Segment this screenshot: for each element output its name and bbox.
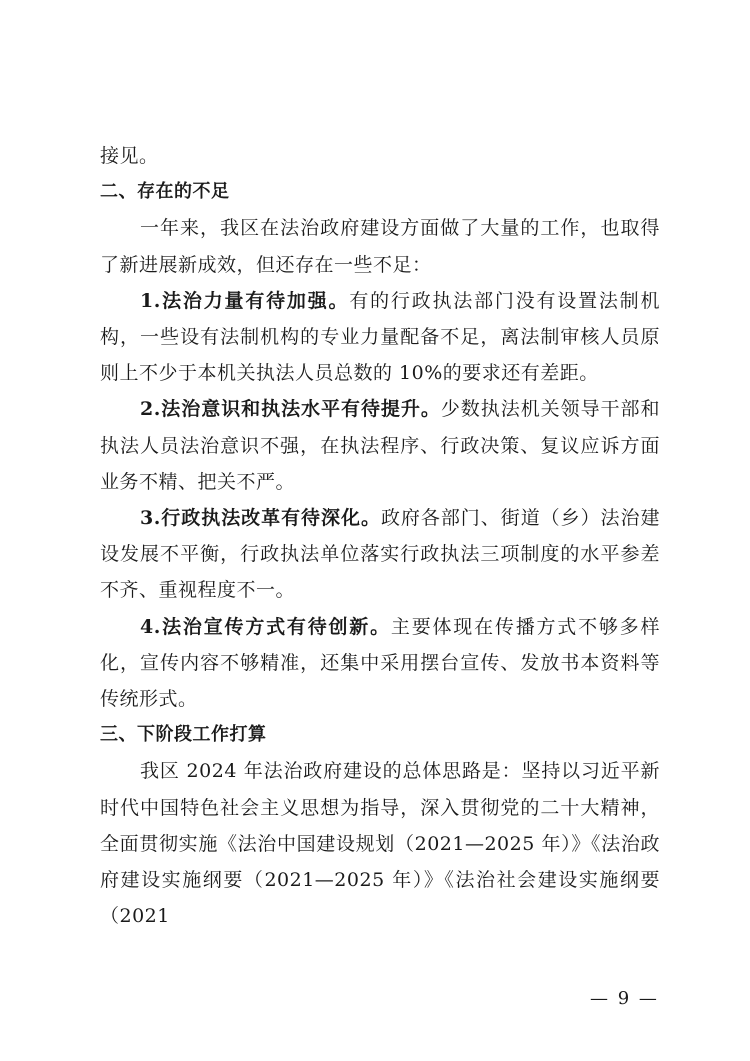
body-text [100,138,660,934]
list-item-3-text: 政府各部门、街道（乡）法治建设发展不平衡，行政执法单位落实行政执法三项制度的水平参差不齐、重视程度不一。 [100,507,660,602]
list-item-1 [100,283,660,392]
list-item-3-lead: 3.行政执法改革有待深化。 [140,507,381,530]
list-item-2-lead: 2.法治意识和执法水平有待提升。 [140,398,441,421]
list-item-4-text: 主要体现在传播方式不够多样化，宣传内容不够精准，还集中采用摆台宣传、发放书本资料等传统形式。 [100,615,660,711]
list-item-2-text: 少数执法机关领导干部和执法人员法治意识不强，在执法程序、行政决策、复议应诉方面业务不精、把关不严。 [100,398,660,493]
list-item-4 [100,609,660,718]
list-item-3 [100,500,660,609]
list-item-1-lead: 1.法治力量有待加强。 [140,289,350,312]
list-item-4-lead: 4.法治宣传方式有待创新。 [140,615,391,638]
list-item-2 [100,391,660,500]
paragraph-plan: 我区 2024 年法治政府建设的总体思路是：坚持以习近平新时代中国特色社会主义思想为指导，深入贯彻党的二十大精神，全面贯彻实施《法治中国建设规划（2021—2025 年）》《法治政府建设实施纲要（2021—2025 年）》《法治社会建设实施纲要（2021 [100,760,660,928]
paragraph-intro: 一年来，我区在法治政府建设方面做了大量的工作，也取得了新进展新成效，但还存在一些不足： [100,217,660,276]
list-item-1-text: 有的行政执法部门没有设置法制机构，一些设有法制机构的专业力量配备不足，离法制审核人员原则上不少于本机关执法人员总数的 10%的要求还有差距。 [100,289,660,385]
section-heading-2: 二、存在的不足 [100,181,230,203]
page-number: — 9 — [590,988,659,1009]
paragraph-continuation: 接见。 [100,145,159,167]
section-heading-3: 三、下阶段工作打算 [100,724,267,746]
